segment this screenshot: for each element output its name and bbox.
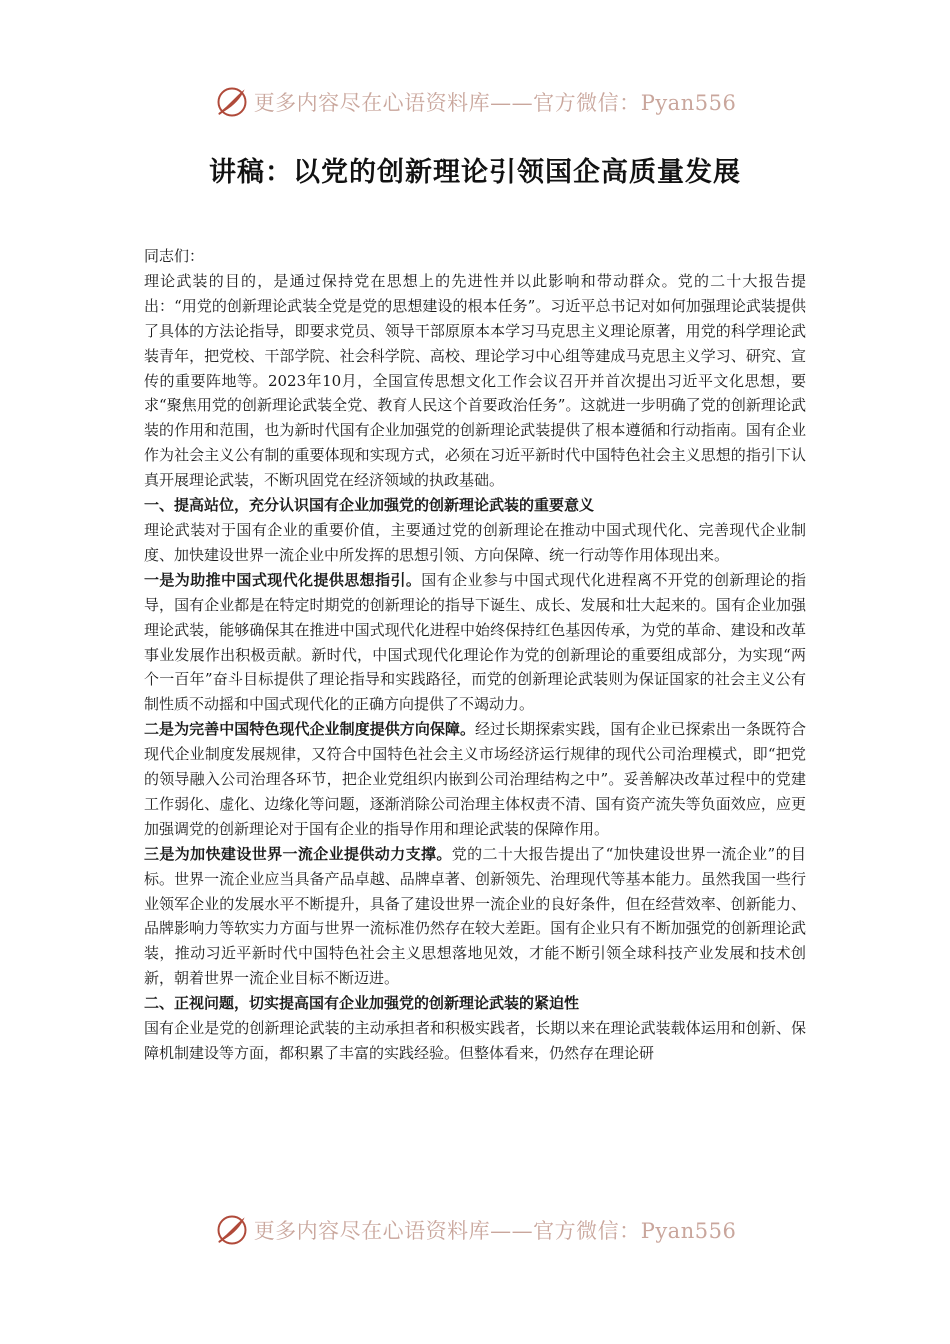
footer-watermark-banner <box>0 1210 950 1250</box>
header-watermark-banner <box>0 82 950 122</box>
section-heading: 一、提高站位，充分认识国有企业加强党的创新理论武装的重要意义 <box>144 496 595 515</box>
point-text: 国有企业参与中国式现代化进程离不开党的创新理论的指导，国有企业都是在特定时期党的创新理论的指导下诞生、成长、发展和壮大起来的。国有企业加强理论武装，能够确保其在推进中国式现代化进程中始终保持红色基因传承，为党的革命、建设和改革事业发展作出积极贡献。新时代，中国式现代化理论作为党的创新理论的重要组成部分，为实现“两个一百年”奋斗目标提供了理论指导和实践路径，而党的创新理论武装则为保证国家的社会主义公有制性质不动摇和中国式现代化的正确方向提供了不竭动力。 <box>144 570 806 714</box>
section-heading: 二、正视问题，切实提高国有企业加强党的创新理论武装的紧迫性 <box>144 994 580 1013</box>
point-paragraph <box>144 568 806 717</box>
point-text: 经过长期探索实践，国有企业已探索出一条既符合现代企业制度发展规律，又符合中国特色社会主义市场经济运行规律的现代公司治理模式，即“把党的领导融入公司治理各环节，把企业党组织内嵌到公司治理结构之中”。妥善解决改革过程中的党建工作弱化、虚化、边缘化等问题，逐渐消除公司治理主体权责不清、国有资产流失等负面效应，应更加强调党的创新理论对于国有企业的指导作用和理论武装的保障作用。 <box>144 720 806 838</box>
document-title: 讲稿：以党的创新理论引领国企高质量发展 <box>209 157 741 188</box>
point-text: 党的二十大报告提出了“加快建设世界一流企业”的目标。世界一流企业应当具备产品卓越、品牌卓著、创新领先、治理现代等基本能力。虽然我国一些行业领军企业的发展水平不断提升，具备了建设世界一流企业的良好条件，但在经营效率、创新能力、品牌影响力等软实力方面与世界一流标准仍然存在较大差距。国有企业只有不断加强党的创新理论武装，推动习近平新时代中国特色社会主义思想落地见效，才能不断引领全球科技产业发展和技术创新，朝着世界一流企业目标不断迈进。 <box>144 844 806 988</box>
greeting: 同志们： <box>144 247 205 265</box>
point-heading: 三是为加快建设世界一流企业提供动力支撑。 <box>144 844 452 863</box>
wechat-id: Pyan556 <box>640 91 737 115</box>
point-heading: 二是为完善中国特色现代企业制度提供方向保障。 <box>144 720 476 739</box>
quill-pen-logo-icon <box>214 1212 250 1248</box>
document-body <box>144 244 806 1066</box>
point-heading: 一是为助推中国式现代化提供思想指引。 <box>144 570 422 589</box>
quill-pen-logo-icon <box>214 84 250 120</box>
section-lead-paragraph: 理论武装对于国有企业的重要价值，主要通过党的创新理论在推动中国式现代化、完善现代企业制度、加快建设世界一流企业中所发挥的思想引领、方向保障、统一行动等作用体现出来。 <box>144 520 806 564</box>
point-paragraph <box>144 842 806 991</box>
section-lead-paragraph: 国有企业是党的创新理论武装的主动承担者和积极实践者，长期以来在理论武装载体运用和创新、保障机制建设等方面，都积累了丰富的实践经验。但整体看来，仍然存在理论研 <box>144 1019 806 1062</box>
wechat-id: Pyan556 <box>640 1219 737 1243</box>
watermark-text: 更多内容尽在心语资料库——官方微信：Pyan556 <box>253 1219 737 1243</box>
watermark-text: 更多内容尽在心语资料库——官方微信：Pyan556 <box>253 91 737 115</box>
point-paragraph <box>144 717 806 842</box>
intro-paragraph: 理论武装的目的，是通过保持党在思想上的先进性并以此影响和带动群众。党的二十大报告提出：“用党的创新理论武装全党是党的思想建设的根本任务”。习近平总书记对如何加强理论武装提供了具体的方法论指导，即要求党员、领导干部原原本本学习马克思主义理论原著，用党的科学理论武装青年，把党校、干部学院、社会科学院、高校、理论学习中心组等建成马克思主义学习、研究、宣传的重要阵地等。2023年10月，全国宣传思想文化工作会议召开并首次提出习近平文化思想，要求“聚焦用党的创新理论武装全党、教育人民这个首要政治任务”。这就进一步明确了党的创新理论武装的作用和范围，也为新时代国有企业加强党的创新理论武装提供了根本遵循和行动指南。国有企业作为社会主义公有制的重要体现和实现方式，必须在习近平新时代中国特色社会主义思想的指引下认真开展理论武装，不断巩固党在经济领域的执政基础。 <box>144 271 806 490</box>
